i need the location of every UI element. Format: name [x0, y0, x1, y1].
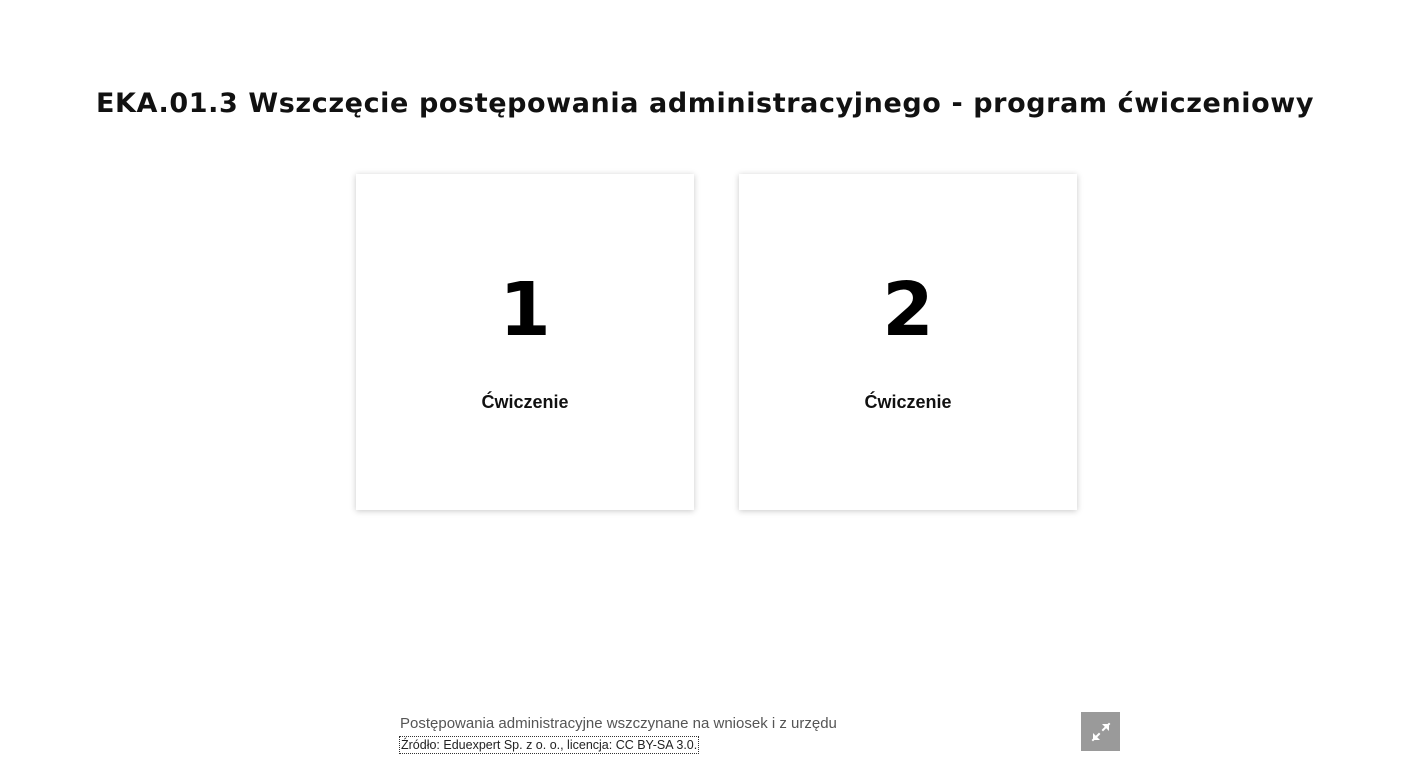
- card-label: Ćwiczenie: [864, 392, 952, 412]
- exercise-card-2[interactable]: [739, 174, 1077, 510]
- source-link[interactable]: Źródło: Eduexpert Sp. z o. o., licencja: CC BY-SA 3.0.: [401, 738, 698, 752]
- expand-arrows-icon: [1090, 721, 1112, 743]
- card-number: 2: [882, 267, 934, 353]
- page-title: EKA.01.3 Wszczęcie postępowania administracyjnego - program ćwiczeniowy: [95, 88, 1315, 119]
- card-number: 1: [499, 267, 551, 353]
- card-label: Ćwiczenie: [481, 392, 569, 412]
- exercise-card-1[interactable]: [356, 174, 694, 510]
- caption-text: Postępowania administracyjne wszczynane na wniosek i z urzędu: [400, 715, 837, 732]
- fullscreen-button[interactable]: [1081, 712, 1120, 751]
